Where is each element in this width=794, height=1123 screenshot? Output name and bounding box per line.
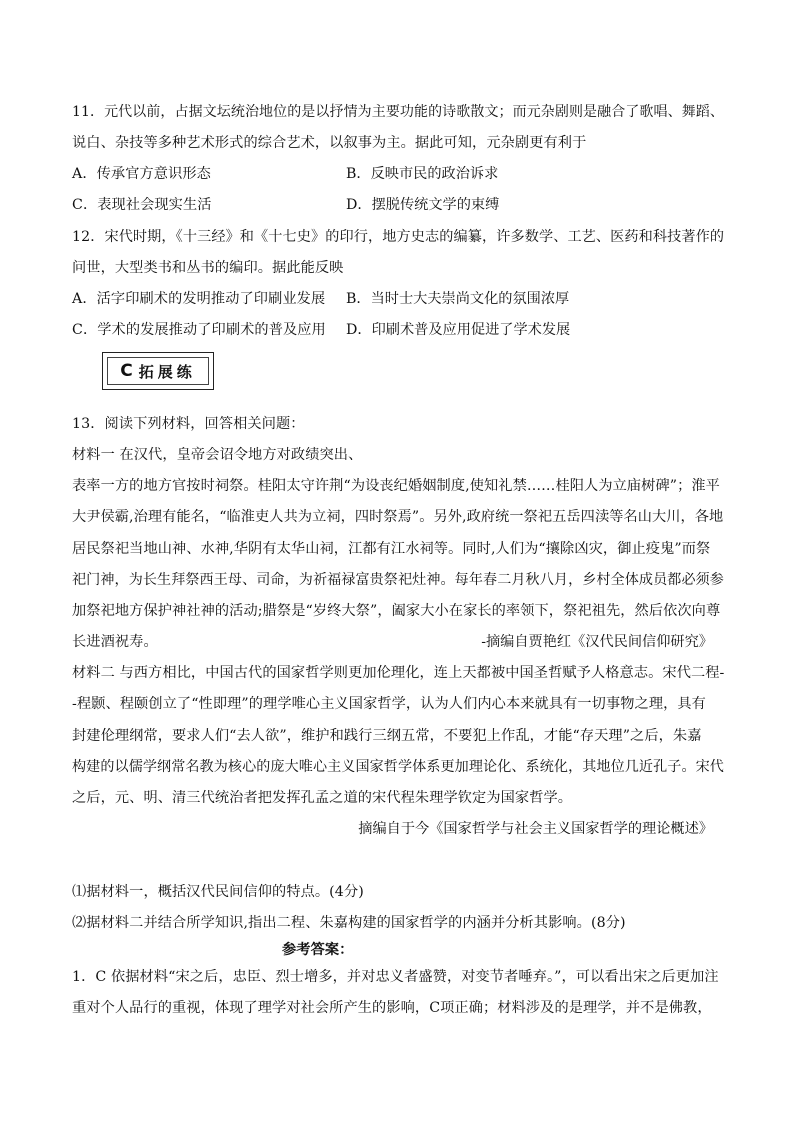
q12-option-c: C．学术的发展推动了印刷术的普及应用 [72,322,326,338]
q12-option-a: A．活字印刷术的发明推动了印刷业发展 [72,291,326,307]
q11-line-1: 11．元代以前，占据文坛统治地位的是以抒情为主要功能的诗歌散文；而元杂剧则是融合了歌唱、舞蹈、 [72,104,724,120]
material-1-line: 大尹侯霸,治理有能名，“临淮吏人共为立祠，四时祭焉”。另外,政府统一祭祀五岳四渎等名山大川，各地 [72,509,724,525]
material-2-source: 摘编自于今《国家哲学与社会主义国家哲学的理论概述》 [358,821,713,837]
material-2-line: -程颢、程颐创立了“性即理”的理学唯心主义国家哲学，认为人们内心本来就具有一切事物之理，具有 [72,696,706,712]
material-2-line: 材料二 与西方相比，中国古代的国家哲学则更加伦理化，连上天都被中国圣哲赋予人格意志。宋代二程- [72,665,725,681]
section-letter: C [120,361,133,381]
sub-question-1: ⑴据材料一，概括汉代民间信仰的特点。(4分) [72,884,364,900]
material-1-line: 材料一 在汉代，皇帝会诏令地方对政绩突出、 [72,447,363,463]
q11-option-c: C．表现社会现实生活 [72,197,212,213]
q11-option-d: D．摆脱传统文学的束缚 [346,197,500,213]
section-title: 拓展练 [138,362,196,381]
material-2-line: 构建的以儒学纲常名教为核心的庞大唯心主义国家哲学体系更加理论化、系统化，其地位几近孔子。宋代 [72,759,724,775]
q12-line-2: 问世，大型类书和丛书的编印。据此能反映 [72,260,344,276]
section-c-heading-inner [107,357,209,385]
material-1-line: 表率一方的地方官按时祠祭。桂阳太守许荆“为设丧纪婚姻制度,使知礼禁……桂阳人为立庙树碑”；淮平 [72,478,720,494]
q12-line-1: 12．宋代时期，《十三经》和《十七史》的印行，地方史志的编纂，许多数学、工艺、医药和科技著作的 [72,229,725,245]
q12-option-d: D．印刷术普及应用促进了学术发展 [346,322,571,338]
q13-intro: 13．阅读下列材料，回答相关问题： [72,416,305,432]
answer-1-line-2: 重对个人品行的重视，体现了理学对社会所产生的影响，C项正确；材料涉及的是理学，并不是佛教， [72,1000,712,1016]
material-1-source: -摘编自贾艳红《汉代民间信仰研究》 [481,634,713,650]
material-1-line: 加祭祀地方保护神社神的活动;腊祭是“岁终大祭”，阖家大小在家长的率领下，祭祀祖先，然后依次向尊 [72,603,721,619]
material-1-line: 居民祭祀当地山神、水神,华阴有太华山祠，江都有江水祠等。同时,人们为“攘除凶灾，御止疫鬼”而祭 [72,541,711,557]
material-1-line: 祀门神，为长生拜祭西王母、司命，为祈福禄富贵祭祀灶神。每年春二月秋八月，乡村全体成员都必须参 [72,572,724,588]
q12-option-b: B．当时士大夫崇尚文化的氛围浓厚 [346,291,570,307]
answers-heading: 参考答案： [282,942,354,958]
material-2-line: 之后，元、明、清三代统治者把发挥孔孟之道的宋代程朱理学钦定为国家哲学。 [72,790,573,806]
section-c-heading [102,352,214,390]
q11-line-2: 说白、杂技等多种艺术形式的综合艺术，以叙事为主。据此可知，元杂剧更有利于 [72,135,587,151]
q11-option-b: B．反映市民的政治诉求 [346,166,499,182]
material-1-line: 长进酒祝寿。 [72,634,158,650]
answer-1-line-1: 1．C 依据材料“宋之后，忠臣、烈士增多，并对忠义者盛赞，对变节者唾弃。”，可以看出宋之后更加注 [72,969,719,985]
sub-question-2: ⑵据材料二并结合所学知识,指出二程、朱嘉构建的国家哲学的内涵并分析其影响。(8分) [72,915,626,931]
material-2-line: 封建伦理纲常，要求人们“去人欲”，维护和践行三纲五常，不要犯上作乱，才能“存天理”之后，朱嘉 [72,728,702,744]
q11-option-a: A．传承官方意识形态 [72,166,211,182]
